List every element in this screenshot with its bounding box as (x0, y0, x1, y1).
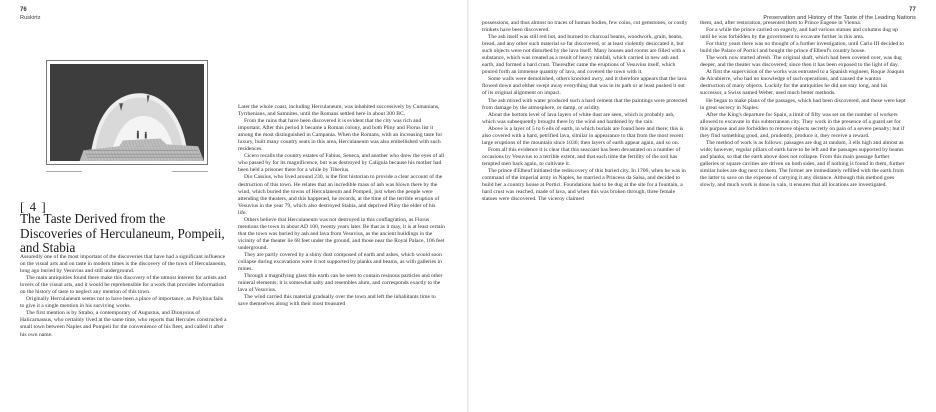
engraving-signature-line (46, 168, 208, 176)
text-column-4 (700, 20, 907, 404)
engraving-plate (46, 60, 208, 165)
paragraph: They are partly covered by a shiny dust composed of earth and ashes, which would soon collapse during excavations were it not supported by planks and beams, as with galleries in mines. (238, 251, 442, 273)
right-running-head: Preservation and History of the Taste of the Leading Nations (763, 15, 916, 21)
paragraph: Others believe that Herculaneum was not destroyed in this conflagration, as Florus mentions the town in about AD 100, twenty years later. Be that as it may, it is at least certain that the town was buried by ash and lava from Vesuvius, as the ancient buildings in the vicinity of the theater lie 68 feet under the ground, and those near the Royal Palace, 106 feet underground. (238, 216, 445, 251)
paragraph: The prince d'Elbeuf initiated the rediscovery of this buried city. In 1706, when he was in command of the imperial army in Naples, he married a Princess da Salsa, and decided to build her a country house at Portici. Foundations had to be dug at the site for a fountain, a hard crust was reached, made of lava, and when this was broken through, three female statues were discovered. The viceroy claimed (482, 167, 686, 203)
paragraph: At first the supervision of the works was entrusted to a Spanish engineer, Roque Joaquín de Alcubierre, who had no knowledge of such operations, and caused the wanton destruction of many objects. Luckily for the antiquities he did not stay long, and his successor, a Swiss named Weber, used much better methods. (700, 69, 905, 97)
text-column-2 (238, 104, 445, 404)
text-column-1 (20, 254, 227, 404)
paragraph: About the bottom level of lava layers of white dust are seen, which is probably ash, which was subsequently brought there by the wind and hardened by the rain. (482, 111, 675, 125)
text-column-3 (482, 20, 689, 404)
paragraph: The work now started afresh. The original shaft, which had been covered over, was dug deeper, and the theater was discovered; since then it has been exposed to the light of day. (700, 55, 902, 69)
paragraph: Dio Cassius, who lived around 230, is the first historian to provide a clear account of the destruction of this town. He relates that an incredible mass of ash was blown there by the wind, which buried the towns of Herculaneum and Pompeii, just when the people were attending the theaters, and this happened, he records, at the time of the terrible eruption of Vesuvius in the year 79, which also destroyed Stabia, and deprived Pliny the elder of his life. (238, 174, 443, 216)
paragraph: Assuredly one of the most important of the discoveries that have had a significant influence on the visual arts and on taste in modern times is the discovery of the town of Herculaneum, long ago buried by Vesuvius and still underground. (20, 254, 227, 275)
paragraph: Through a magnifying glass this earth can be seen to contain resinous particles and other mineral elements; it is somewhat salty and resembles alum, and corresponds exactly to the lava of Vesuvius. (238, 273, 443, 294)
paragraph: Above is a layer of 5 to 6 ells of earth, in which burials are found here and there; this is also covered with a hard, petrified lava, similar in appearance to that from the most recent large eruptions of the mountain since 1036; then layers of earth appear again, and so on. (482, 125, 684, 146)
paragraph: The wind carried this material gradually over the town and left the inhabitants time to save themselves along with their most treasured (238, 294, 436, 308)
paragraph: From all this evidence it is clear that this seacoast has been devastated on a number of occasions by Vesuvius to a terrible extent, and that each time the fertility of the soil has tempted men back again, to cultivate it. (482, 146, 681, 167)
paragraph: them, and, after restoration, presented them to Prince Eugene in Vienna. (700, 20, 862, 26)
paragraph: From the ruins that have been discovered it is evident that the city was rich and important. After this period it became a Roman colony, and both Pliny and Florus list it among the most distinguished in Campania. When the Romans, with an increasing taste for luxury, built many country seats in this area, Herculaneum was also embellished with such residences. (238, 118, 443, 153)
paragraph: Some walls were demolished, others knocked awry, and it therefore appears that the lava flowed down and either swept away everything that was in its path or at least pushed it out of its original alignment on impact. (482, 76, 687, 97)
paragraph: Later the whole coast, including Herculaneum, was inhabited successively by Cumanians, Tyrrhenians, and Samnites, until the Romans settled here in about 300 BC. (238, 104, 440, 118)
engraving-signature-mark (46, 171, 82, 172)
right-folio (0, 7, 916, 21)
paragraph: The main antiquities found there make this discovery of the utmost interest for artists and lovers of the visual arts, and it would be reprehensible for a work that provides information on the history of taste to neglect any mention of this town. (20, 275, 227, 296)
chapter-title: The Taste Derived from the Discoveries of Herculaneum, Pompeii, and Stabia (20, 211, 225, 255)
paragraph: Originally Herculaneum seems not to have been a place of importance, as Polybius fails to give it a single mention in his surviving works. (20, 296, 223, 310)
paragraph: He began to make plans of the passages, which had been discovered, and these were kept in great secrecy in Naples. (700, 97, 906, 111)
engraving-signature-mark (172, 171, 208, 172)
right-page-number: 77 (909, 7, 916, 13)
grotto-engraving-image (50, 64, 204, 161)
chapter-number: [ 4 ] (20, 199, 47, 214)
paragraph: possessions, and thus almost no traces of human bodies, few coins, cut gemstones, or costly trinkets have been discovered. (482, 20, 688, 34)
paragraph: The ash mixed with water produced such a hard cement that the paintings were protected from damage by the atmosphere, or damp, or acidity. (482, 97, 688, 111)
paragraph: The ash itself was still red hot, and burned to charcoal beams, woodwork, grain, beans, bread, and any other such material so far discovered, or at least violently desiccated it, but such objects were not disturbed by the lava itself. Many houses and rooms are filled with a substance, which was created as a result of heavy rainfall, which carried in new ash and earth, and formed a hard crust. Thereafter came the eruptions of Vesuvius itself, which poured forth an immense quantity of lava, and covered the town with it. (482, 34, 686, 76)
paragraph: For thirty years there was no thought of a further investigation, until Carlo III decided to build the Palace of Portici and bought the prince d'Elbeuf's country house. (700, 41, 904, 55)
paragraph: Cicero recalls the country estates of Fabius, Seneca, and another who drew the eyes of all who passed by for its magnificence, but was destroyed by Caligula because his mother had been held a prisoner there for a while by Tiberius. (238, 153, 445, 174)
left-running-head: Ruskirtz (20, 15, 41, 21)
book-gutter (467, 0, 469, 412)
paragraph: After the King's departure for Spain, a limit of fifty was set on the number of workers allowed to excavate in this subterranean city. They work in the presence of a guard set for this purpose and are forbidden to remove objects secretly on pain of a severe penalty; but if they find something good, and, prudently, produce it, they receive a reward. (700, 111, 905, 139)
left-page-number: 76 (20, 7, 27, 13)
paragraph: The method of work is as follows: passages are dug at random, 3 ells high and almost as wide; however, regular pillars of earth have to be left and the passages supported by beams and planks, so that the earth above does not collapse. From this main passage further galleries or square cavities are driven on both sides, and if nothing is found in them, further similar holes are dug next to them. The former are immediately refilled with the earth from the latter to save on the expense of carrying it any distance. Although this method goes slowly, and much work is done in vain, it ensures that all locations are investigated. (700, 139, 905, 189)
paragraph: For a while the prince carried on eagerly, and had various statues and columns dug up until he was forbidden by the government to excavate further in this area. (700, 27, 898, 41)
paragraph: The first mention is by Strabo, a contemporary of Augustus, and Dionysius of Halicarnassus, who certainly lived at the same time, who reports that Hercules constructed a small town between Naples and Pompeii for the convenience of his fleet, and called it after his own name. (20, 310, 227, 338)
